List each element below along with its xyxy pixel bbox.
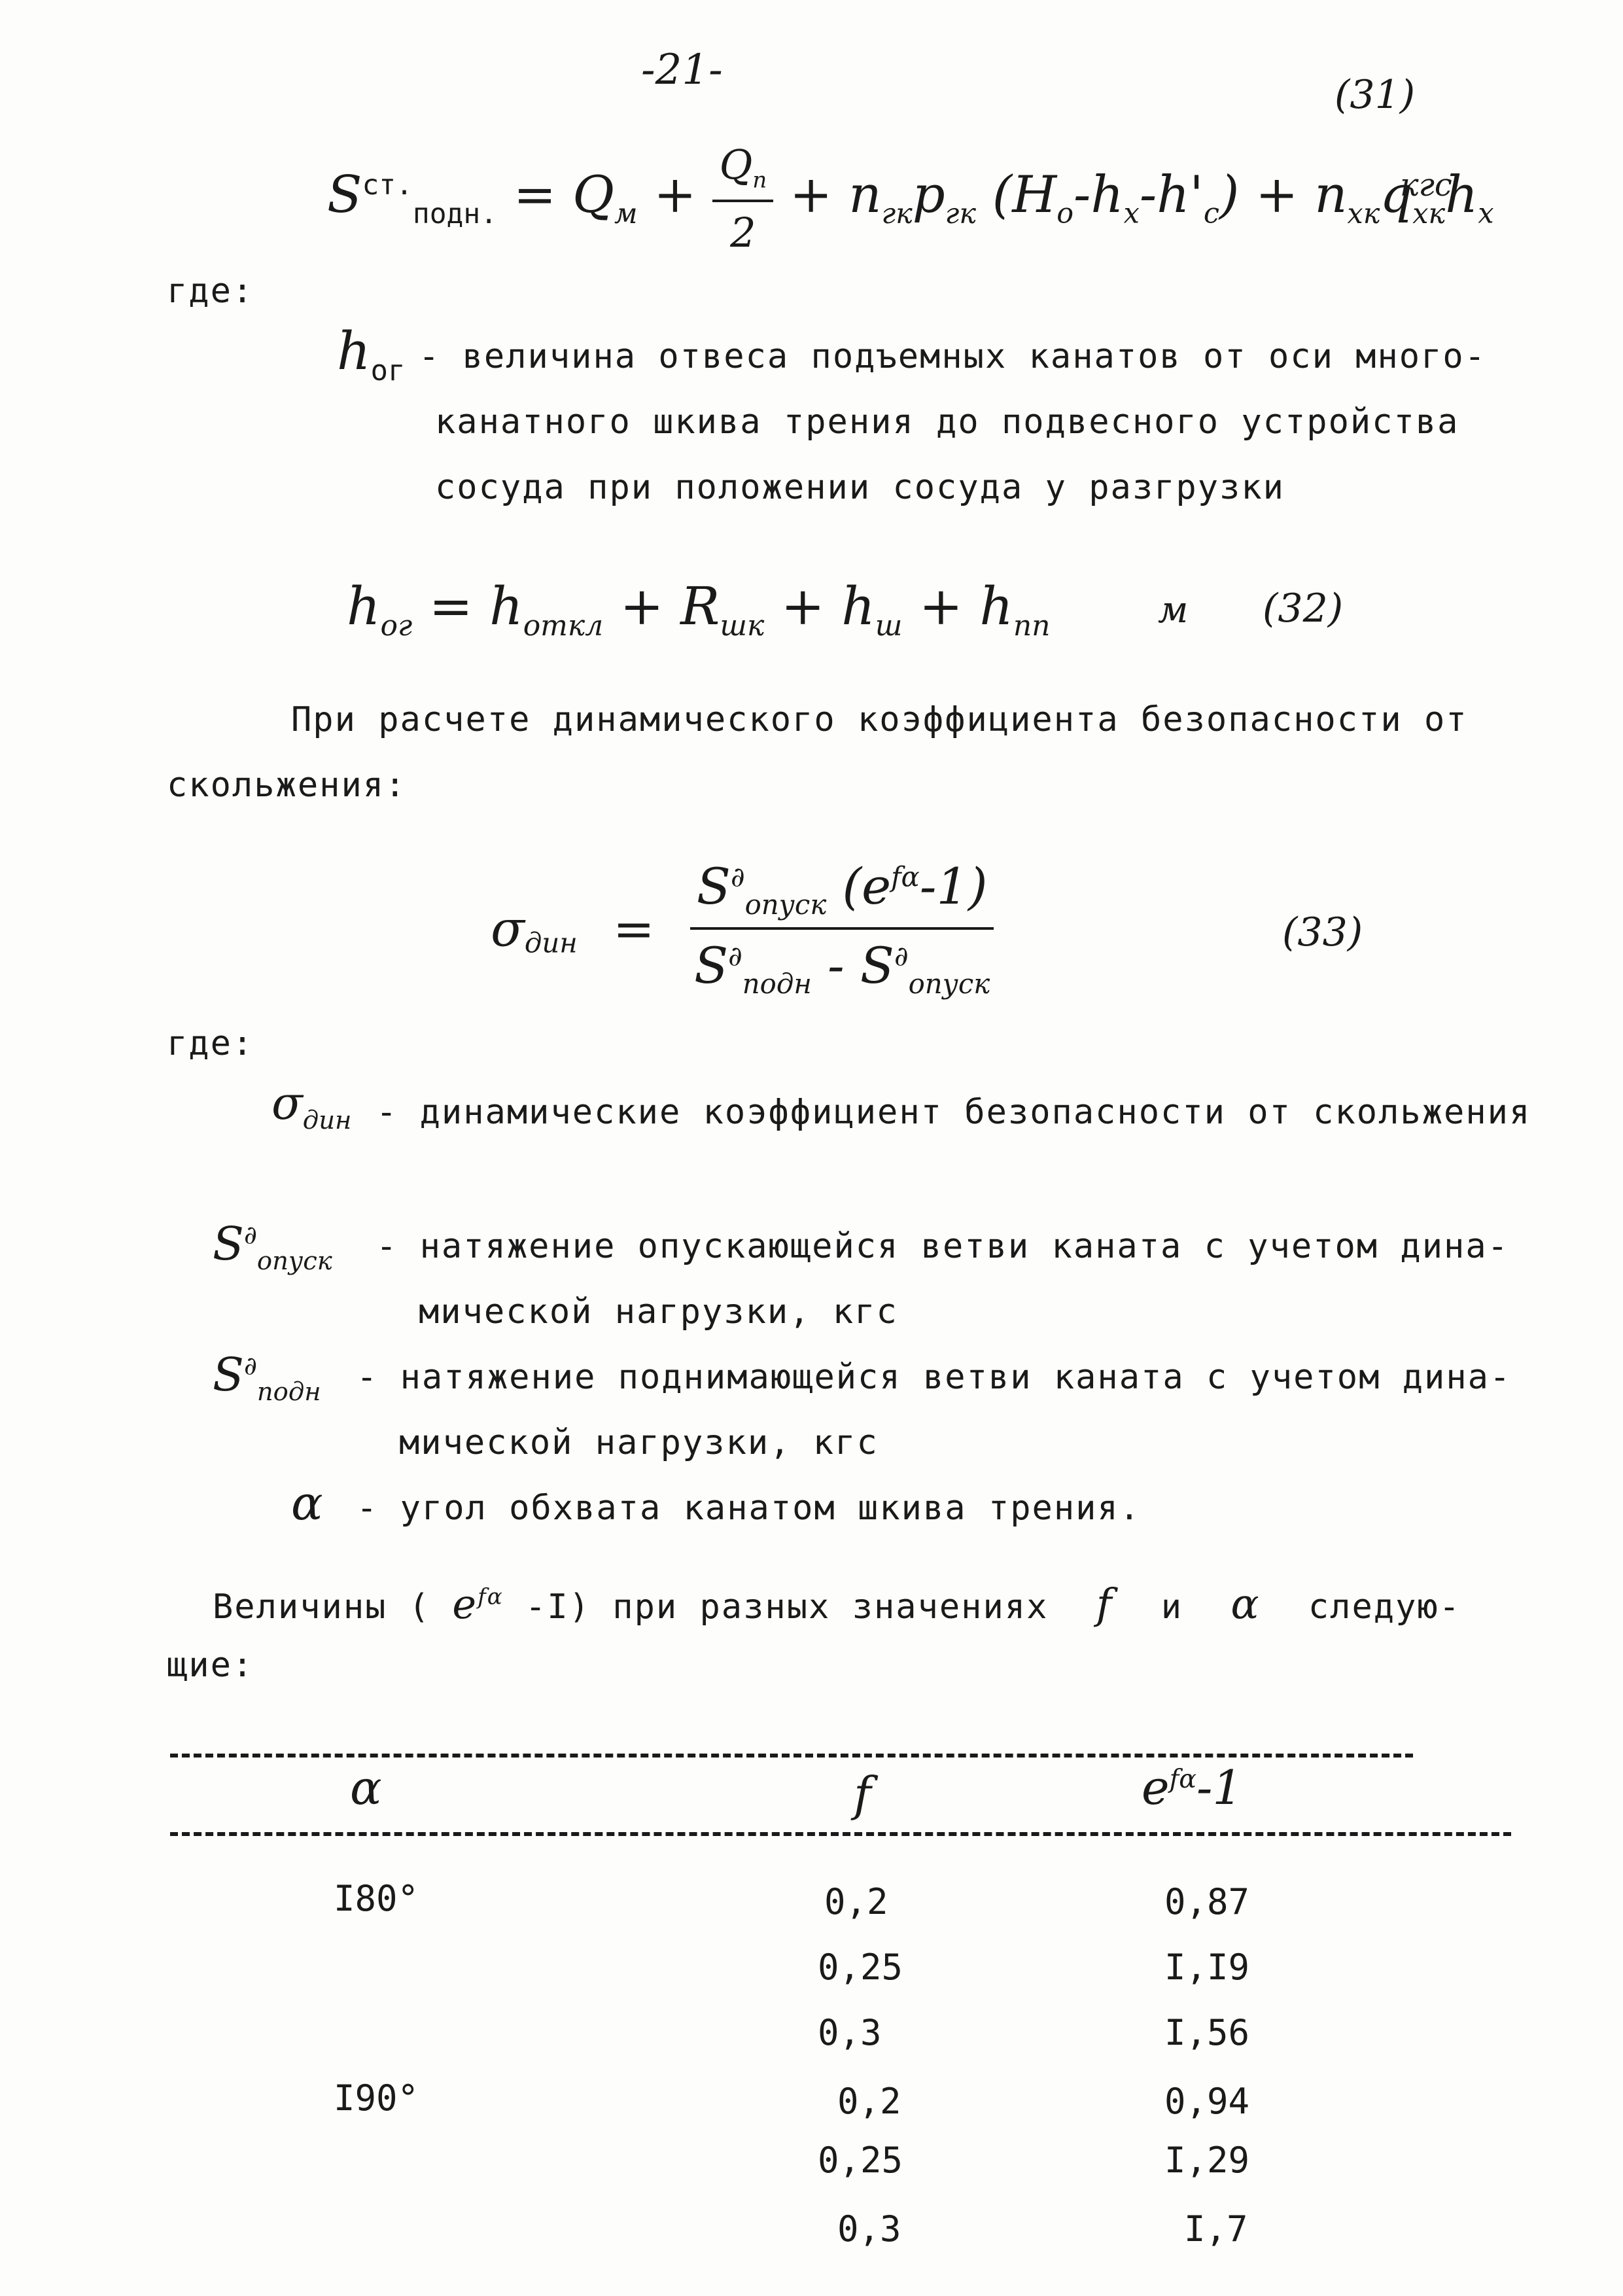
table-row-1-f: 0,2 <box>824 1881 888 1922</box>
eq33-den-sub-2: опуск <box>908 968 990 1000</box>
para2-prefix: Величины ( <box>213 1587 431 1627</box>
eq31-m-sub: м <box>614 197 638 230</box>
para2-expr: e <box>452 1580 478 1628</box>
equation-32: $h_{ог} = h_{откл} + R_{шк} + h_ш + h_{пп}$ <box>347 576 1051 643</box>
eq31-q-den: 2 <box>730 209 756 257</box>
table-row-3-val: I,56 <box>1164 2012 1250 2053</box>
table-row-2-f: 0,25 <box>818 1947 903 1988</box>
table-row-4-f: 0,2 <box>837 2081 901 2122</box>
eq33-den-sup-1: ∂ <box>728 940 742 972</box>
eq32-lhs-sub: ог <box>380 609 413 643</box>
eq31-number: (31) <box>1335 72 1416 118</box>
def-s-podn-line2: мической нагрузки, кгс <box>399 1423 879 1462</box>
table-header-e <box>1142 1760 1242 1815</box>
paragraph-1-line2: скольжения: <box>167 766 407 805</box>
eq32-t2-sub: шк <box>720 609 765 643</box>
eq33-lhs-sub: дин <box>524 927 578 959</box>
eq33-den-sup-2: ∂ <box>894 940 909 972</box>
para2-alpha: α <box>1230 1580 1261 1629</box>
table-row-2-val: I,I9 <box>1164 1947 1250 1988</box>
eq31-unit: кгс <box>1400 167 1452 203</box>
def-s-opusk-line2: мической нагрузки, кгс <box>419 1292 898 1332</box>
equation-33: $\sigma_{дин}$ = $\frac{S^\partial_{опуск} (e^{f\alpha}-1)}{S^\partial_{подн} - S^\partial_{опуск}}$ <box>491 857 994 1000</box>
table-header-alpha: α <box>350 1760 382 1815</box>
def-hog-line2: канатного шкива трения до подвесного устройства <box>435 402 1459 442</box>
para2-expr-sup: fα <box>478 1583 504 1610</box>
table-header-e-sup: fα <box>1169 1764 1196 1794</box>
eq32-unit: м <box>1158 589 1189 631</box>
where-label-1: где: <box>167 272 254 311</box>
symbol-s-opusk: $S^\partial_{опуск}$ <box>213 1217 332 1276</box>
paragraph-2-line1 <box>213 1580 1461 1629</box>
table-top-rule <box>170 1754 1413 1757</box>
symbol-sigma-din: $\sigma_{дин}$ <box>271 1076 352 1135</box>
def-sigma-text: - динамические коэффициент безопасности от скольжения <box>376 1093 1531 1132</box>
table-row-5-f: 0,25 <box>818 2140 903 2181</box>
table-header-e-tail: -1 <box>1196 1760 1243 1815</box>
para2-and: и <box>1161 1587 1183 1627</box>
para2-tail: следую- <box>1308 1587 1461 1627</box>
table-header-f: f <box>854 1767 871 1822</box>
eq32-number: (32) <box>1263 586 1344 631</box>
para2-suffix: -I) при разных значениях <box>525 1587 1049 1627</box>
table-row-4-alpha: I90° <box>334 2077 419 2119</box>
equation-31: $S^{ст.}_{подн.} = Q_м$ + $\frac{Q_п}{2}$ + $n_{гк}p_{гк}$ $(H_o-h_x-h'_c) + n_{хк}q_{хк}h_x$ <box>327 141 1494 257</box>
table-row-1-val: 0,87 <box>1164 1881 1250 1922</box>
sigma-din-sub: дин <box>302 1106 352 1135</box>
eq33-num-sub: опуск <box>744 889 827 921</box>
def-hog-line1: - величина отвеса подъемных канатов от оси много- <box>419 337 1487 376</box>
eq31-gk-sub-2: гк <box>945 197 976 230</box>
table-row-4-val: 0,94 <box>1164 2081 1250 2122</box>
eq31-q-num: Q <box>719 141 753 188</box>
eq31-gk-sub-1: гк <box>881 197 913 230</box>
table-row-6-val: I,7 <box>1184 2208 1248 2250</box>
def-alpha-text: - угол обхвата канатом шкива трения. <box>357 1489 1142 1528</box>
symbol-alpha: α <box>291 1475 323 1530</box>
s-opusk-sup: ∂ <box>243 1220 257 1250</box>
def-hog-line3: сосуда при положении сосуда у разгрузки <box>435 468 1285 507</box>
paragraph-1-line1: При расчете динамического коэффициента безопасности от <box>291 700 1468 739</box>
eq32-t1-sub: откл <box>523 609 604 643</box>
def-s-podn-line1: - натяжение поднимающейся ветви каната с учетом дина- <box>357 1358 1512 1397</box>
table-row-5-val: I,29 <box>1164 2140 1250 2181</box>
eq33-den-sub-1: подн <box>742 968 812 1000</box>
eq33-num-sup: ∂ <box>730 860 745 893</box>
s-podn-sub: подн <box>256 1377 321 1407</box>
s-opusk-sub: опуск <box>256 1246 332 1276</box>
eq32-t3-sub: ш <box>875 609 903 643</box>
paragraph-2-line2: щие: <box>167 1646 254 1685</box>
s-podn-sup: ∂ <box>243 1351 257 1381</box>
symbol-h-og: $h_{ог}$ <box>337 321 406 387</box>
table-row-6-f: 0,3 <box>837 2208 901 2250</box>
eq32-t4-sub: пп <box>1013 609 1051 643</box>
symbol-s-podn: $S^\partial_{подн}$ <box>213 1348 321 1407</box>
h-og-sub: ог <box>370 354 406 387</box>
eq31-q-sub: п <box>752 167 767 194</box>
page-number: -21- <box>641 46 723 94</box>
eq31-xk-sub-2: хк <box>1412 197 1446 230</box>
eq31-lhs-sup: ст. <box>362 169 413 202</box>
eq33-number: (33) <box>1282 910 1363 955</box>
table-header-e-base: e <box>1142 1760 1170 1815</box>
eq31-xk-sub-1: хк <box>1347 197 1380 230</box>
table-row-3-f: 0,3 <box>818 2012 882 2053</box>
def-s-opusk-line1: - натяжение опускающейся ветви каната с учетом дина- <box>376 1227 1509 1266</box>
table-row-1-alpha: I80° <box>334 1878 419 1919</box>
table-header-rule <box>170 1832 1511 1836</box>
where-label-2: где: <box>167 1024 254 1063</box>
para2-f: f <box>1096 1580 1113 1629</box>
eq31-lhs-sub: подн. <box>412 197 498 230</box>
